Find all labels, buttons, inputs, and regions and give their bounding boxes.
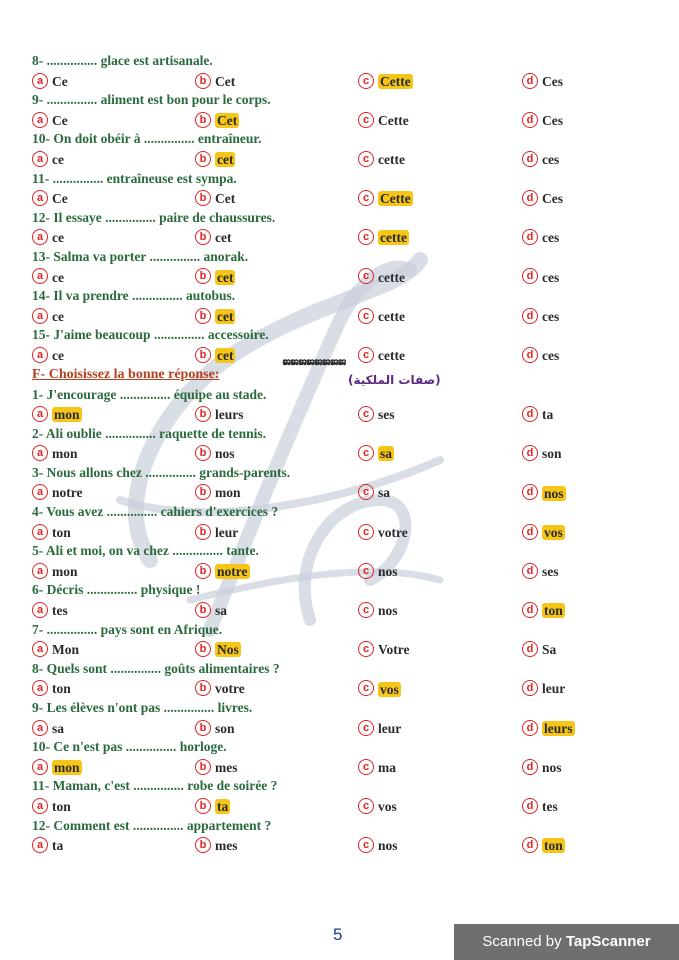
option-value-highlighted: Cette <box>380 191 411 207</box>
option-letter-icon: d <box>522 602 538 618</box>
option-a <box>32 149 64 169</box>
question-text: 11- ............... entraîneuse est sympa. <box>32 170 237 186</box>
option-letter-icon: b <box>195 641 211 657</box>
scanner-badge <box>454 924 679 960</box>
option-value: Cette <box>378 112 409 128</box>
option-letter-icon: b <box>195 563 211 579</box>
option-c <box>358 110 409 130</box>
option-value-highlighted: cet <box>217 269 234 285</box>
question-text: 10- On doit obéir à ............... entraîneur. <box>32 131 262 147</box>
option-b <box>195 71 235 91</box>
option-letter-icon: b <box>195 524 211 540</box>
options-row <box>32 404 652 424</box>
options-row <box>32 188 652 208</box>
option-value-highlighted: sa <box>380 446 393 462</box>
option-a <box>32 71 68 91</box>
option-letter-icon: c <box>358 445 374 461</box>
option-letter-icon: a <box>32 798 48 814</box>
option-b <box>195 561 250 581</box>
option-value: ses <box>542 563 559 579</box>
option-b <box>195 404 244 424</box>
arabic-note: (صفات الملكية) <box>348 372 441 387</box>
question-text: 9- Les élèves n'ont pas ............... livres. <box>32 700 253 715</box>
option-value: ce <box>52 152 64 168</box>
option-value: ce <box>52 269 64 285</box>
option-letter-icon: b <box>195 445 211 461</box>
option-letter-icon: c <box>358 680 374 696</box>
exercise-demonstratives <box>32 51 652 365</box>
option-a <box>32 600 68 620</box>
question-text: 13- Salma va porter ............... anorak. <box>32 248 249 264</box>
option-letter-icon: c <box>358 524 374 540</box>
option-b <box>195 522 238 542</box>
exercise-possessives <box>32 385 652 855</box>
option-value: Sa <box>542 642 557 658</box>
option-value: ma <box>378 759 396 775</box>
option-value: ces <box>542 152 560 168</box>
option-c <box>358 71 413 91</box>
option-b <box>195 482 241 502</box>
option-b <box>195 678 245 698</box>
option-b <box>195 757 238 777</box>
option-c <box>358 561 398 581</box>
option-value-highlighted: cette <box>380 230 407 246</box>
option-value: Ce <box>52 112 68 128</box>
option-a <box>32 267 64 287</box>
option-d <box>522 639 556 659</box>
option-value-highlighted: cet <box>217 308 234 324</box>
option-b <box>195 639 241 659</box>
option-value: Cet <box>215 191 236 207</box>
question-text: 7- ............... pays sont en Afrique. <box>32 621 223 637</box>
option-value: nos <box>378 838 398 854</box>
option-value: Cet <box>215 73 236 89</box>
option-b <box>195 267 235 287</box>
option-d <box>522 443 562 463</box>
question-text: 6- Décris ............... physique ! <box>32 582 201 598</box>
option-c <box>358 835 398 855</box>
option-value-highlighted: ta <box>217 799 229 815</box>
option-value: leur <box>378 720 402 736</box>
option-value: ce <box>52 348 64 364</box>
option-d <box>522 149 559 169</box>
options-row <box>32 149 652 169</box>
option-a <box>32 561 78 581</box>
option-letter-icon: c <box>358 190 374 206</box>
option-letter-icon: d <box>522 759 538 775</box>
question-text: 11- Maman, c'est ............... robe de soirée ? <box>32 778 278 794</box>
option-value-highlighted: Cette <box>380 73 411 89</box>
option-letter-icon: d <box>522 268 538 284</box>
option-letter-icon: c <box>358 73 374 89</box>
option-value-highlighted: mon <box>54 759 80 775</box>
option-letter-icon: b <box>195 308 211 324</box>
option-value-highlighted: Nos <box>217 642 239 658</box>
option-value: ces <box>542 308 560 324</box>
option-c <box>358 757 396 777</box>
option-value: vos <box>378 799 397 815</box>
option-letter-icon: a <box>32 602 48 618</box>
option-letter-icon: b <box>195 484 211 500</box>
option-letter-icon: c <box>358 268 374 284</box>
option-letter-icon: d <box>522 347 538 363</box>
worksheet <box>32 51 652 855</box>
option-d <box>522 678 565 698</box>
options-row <box>32 110 652 130</box>
option-value-highlighted: Cet <box>217 112 238 128</box>
option-a <box>32 718 64 738</box>
options-row <box>32 796 652 816</box>
option-value: mon <box>52 446 78 462</box>
option-letter-icon: a <box>32 229 48 245</box>
options-row <box>32 835 652 855</box>
option-c <box>358 678 401 698</box>
option-d <box>522 188 563 208</box>
options-row <box>32 71 652 91</box>
option-letter-icon: a <box>32 641 48 657</box>
options-row <box>32 522 652 542</box>
option-d <box>522 561 559 581</box>
option-value: Votre <box>378 642 410 658</box>
option-c <box>358 482 390 502</box>
option-letter-icon: c <box>358 112 374 128</box>
option-letter-icon: b <box>195 73 211 89</box>
option-value: mon <box>52 563 78 579</box>
option-letter-icon: a <box>32 151 48 167</box>
option-value: ces <box>542 230 560 246</box>
option-value-highlighted: cet <box>217 348 234 364</box>
option-b <box>195 306 235 326</box>
option-value: ses <box>378 407 395 423</box>
option-value: mes <box>215 759 238 775</box>
option-letter-icon: b <box>195 759 211 775</box>
option-value: nos <box>215 446 235 462</box>
options-row <box>32 600 652 620</box>
option-value: son <box>215 720 235 736</box>
option-a <box>32 757 82 777</box>
options-row <box>32 561 652 581</box>
option-value: cette <box>378 308 405 324</box>
option-value: cet <box>215 230 232 246</box>
option-value-highlighted: nos <box>544 485 564 501</box>
question-text: 5- Ali et moi, on va chez ............... tante. <box>32 543 259 559</box>
option-b <box>195 188 235 208</box>
option-letter-icon: b <box>195 680 211 696</box>
option-letter-icon: c <box>358 406 374 422</box>
options-row <box>32 227 652 247</box>
option-letter-icon: b <box>195 190 211 206</box>
option-letter-icon: a <box>32 720 48 736</box>
option-c <box>358 306 405 326</box>
option-a <box>32 639 79 659</box>
option-letter-icon: b <box>195 229 211 245</box>
option-a <box>32 110 68 130</box>
option-letter-icon: c <box>358 759 374 775</box>
option-a <box>32 443 78 463</box>
option-d <box>522 835 565 855</box>
option-letter-icon: d <box>522 151 538 167</box>
option-value: Ce <box>52 73 68 89</box>
options-row <box>32 306 652 326</box>
scanner-prefix: Scanned by <box>482 933 566 950</box>
option-c <box>358 267 405 287</box>
option-value: ce <box>52 230 64 246</box>
option-value: cette <box>378 152 405 168</box>
question-text: 9- ............... aliment est bon pour le corps. <box>32 92 271 108</box>
option-b <box>195 149 235 169</box>
option-c <box>358 443 394 463</box>
option-value-highlighted: leurs <box>544 720 573 736</box>
option-letter-icon: b <box>195 720 211 736</box>
question-text: 12- Comment est ............... appartement ? <box>32 817 272 833</box>
section-f-title-text: F- Choisissez la bonne réponse: <box>32 366 220 382</box>
option-letter-icon: c <box>358 720 374 736</box>
option-a <box>32 482 83 502</box>
option-letter-icon: d <box>522 837 538 853</box>
option-value: son <box>542 446 562 462</box>
question-text: 12- Il essaye ............... paire de chaussures. <box>32 209 276 225</box>
option-letter-icon: d <box>522 798 538 814</box>
option-value-highlighted: mon <box>54 407 80 423</box>
option-letter-icon: d <box>522 308 538 324</box>
option-value: nos <box>378 603 398 619</box>
option-letter-icon: b <box>195 268 211 284</box>
option-letter-icon: a <box>32 524 48 540</box>
option-a <box>32 188 68 208</box>
option-value: ton <box>52 524 71 540</box>
option-b <box>195 835 238 855</box>
option-value: ton <box>52 681 71 697</box>
option-c <box>358 149 405 169</box>
option-d <box>522 718 575 738</box>
option-value: cette <box>378 348 405 364</box>
option-d <box>522 482 566 502</box>
option-d <box>522 345 559 365</box>
option-value: ces <box>542 348 560 364</box>
option-value: leurs <box>215 407 244 423</box>
question-text: 15- J'aime beaucoup ............... accessoire. <box>32 327 269 343</box>
option-letter-icon: a <box>32 406 48 422</box>
option-letter-icon: b <box>195 112 211 128</box>
option-value: Ce <box>52 191 68 207</box>
option-value-highlighted: ton <box>544 603 563 619</box>
option-letter-icon: d <box>522 524 538 540</box>
question-text: 8- Quels sont ............... goûts alimentaires ? <box>32 660 280 676</box>
option-value-highlighted: vos <box>380 681 399 697</box>
option-b <box>195 600 227 620</box>
option-letter-icon: d <box>522 445 538 461</box>
option-letter-icon: a <box>32 759 48 775</box>
option-c <box>358 188 413 208</box>
option-letter-icon: d <box>522 112 538 128</box>
option-c <box>358 227 409 247</box>
option-b <box>195 227 231 247</box>
option-b <box>195 345 235 365</box>
option-letter-icon: a <box>32 73 48 89</box>
option-d <box>522 600 565 620</box>
options-row <box>32 718 652 738</box>
option-c <box>358 522 408 542</box>
option-value: nos <box>378 563 398 579</box>
option-letter-icon: c <box>358 484 374 500</box>
option-value: votre <box>378 524 408 540</box>
option-value: Ces <box>542 73 563 89</box>
option-d <box>522 404 553 424</box>
options-row <box>32 482 652 502</box>
option-value: leur <box>215 524 239 540</box>
option-letter-icon: d <box>522 680 538 696</box>
option-value-highlighted: vos <box>544 524 563 540</box>
option-d <box>522 227 559 247</box>
option-value: ta <box>52 838 64 854</box>
option-letter-icon: c <box>358 602 374 618</box>
option-value-highlighted: cet <box>217 152 234 168</box>
option-a <box>32 404 82 424</box>
option-value: Ces <box>542 112 563 128</box>
option-letter-icon: c <box>358 308 374 324</box>
option-letter-icon: b <box>195 347 211 363</box>
option-value: tes <box>542 799 558 815</box>
option-c <box>358 404 395 424</box>
option-letter-icon: d <box>522 190 538 206</box>
page-number: 5 <box>333 925 343 944</box>
option-letter-icon: d <box>522 73 538 89</box>
option-letter-icon: a <box>32 445 48 461</box>
option-letter-icon: a <box>32 347 48 363</box>
option-d <box>522 71 563 91</box>
option-value: tes <box>52 603 68 619</box>
option-letter-icon: a <box>32 484 48 500</box>
option-value-highlighted: notre <box>217 563 248 579</box>
option-c <box>358 796 397 816</box>
option-letter-icon: b <box>195 837 211 853</box>
option-value: ton <box>52 799 71 815</box>
option-a <box>32 227 64 247</box>
option-value: ces <box>542 269 560 285</box>
scanner-brand: TapScanner <box>565 933 651 950</box>
option-d <box>522 267 559 287</box>
option-letter-icon: c <box>358 347 374 363</box>
options-row <box>32 639 652 659</box>
option-letter-icon: d <box>522 229 538 245</box>
options-row <box>32 267 652 287</box>
option-letter-icon: b <box>195 406 211 422</box>
option-letter-icon: c <box>358 641 374 657</box>
option-a <box>32 306 64 326</box>
option-d <box>522 110 563 130</box>
option-letter-icon: d <box>522 484 538 500</box>
option-letter-icon: a <box>32 680 48 696</box>
question-text: 8- ............... glace est artisanale. <box>32 53 213 68</box>
option-letter-icon: a <box>32 308 48 324</box>
option-value: sa <box>378 485 391 501</box>
option-value: Mon <box>52 642 79 658</box>
question-text: 1- J'encourage ............... équipe au stade. <box>32 386 267 402</box>
option-d <box>522 757 562 777</box>
option-value: nos <box>542 759 562 775</box>
option-letter-icon: a <box>32 837 48 853</box>
question-text: 10- Ce n'est pas ............... horloge. <box>32 739 227 755</box>
option-letter-icon: c <box>358 563 374 579</box>
option-d <box>522 522 565 542</box>
question-text: 14- Il va prendre ............... autobus. <box>32 288 236 304</box>
option-value: sa <box>52 720 65 736</box>
option-value: Ces <box>542 191 563 207</box>
option-value: ce <box>52 308 64 324</box>
options-row <box>32 443 652 463</box>
option-letter-icon: b <box>195 798 211 814</box>
option-value: cette <box>378 269 405 285</box>
question-text: 3- Nous allons chez ............... grands-parents. <box>32 464 291 480</box>
option-c <box>358 639 410 659</box>
option-letter-icon: d <box>522 641 538 657</box>
option-a <box>32 345 64 365</box>
option-d <box>522 306 559 326</box>
option-letter-icon: b <box>195 151 211 167</box>
option-a <box>32 835 63 855</box>
option-value: ta <box>542 407 554 423</box>
question-text: 2- Ali oublie ............... raquette de tennis. <box>32 425 267 441</box>
option-b <box>195 796 230 816</box>
option-c <box>358 718 401 738</box>
option-value: leur <box>542 681 566 697</box>
option-b <box>195 443 235 463</box>
option-letter-icon: a <box>32 563 48 579</box>
option-a <box>32 522 71 542</box>
option-letter-icon: d <box>522 563 538 579</box>
decorative-divider: ജജജജജജജജ <box>282 356 346 368</box>
option-c <box>358 600 398 620</box>
option-d <box>522 796 558 816</box>
option-b <box>195 718 235 738</box>
options-row <box>32 678 652 698</box>
option-b <box>195 110 239 130</box>
option-letter-icon: c <box>358 151 374 167</box>
options-row <box>32 757 652 777</box>
option-letter-icon: a <box>32 268 48 284</box>
option-letter-icon: c <box>358 798 374 814</box>
option-value: mon <box>215 485 241 501</box>
option-value: votre <box>215 681 245 697</box>
option-letter-icon: b <box>195 602 211 618</box>
option-a <box>32 796 71 816</box>
option-letter-icon: c <box>358 229 374 245</box>
option-letter-icon: c <box>358 837 374 853</box>
option-letter-icon: d <box>522 720 538 736</box>
option-value: notre <box>52 485 83 501</box>
question-text: 4- Vous avez ............... cahiers d'exercices ? <box>32 504 279 520</box>
option-a <box>32 678 71 698</box>
option-value: mes <box>215 838 238 854</box>
option-letter-icon: a <box>32 190 48 206</box>
option-value-highlighted: ton <box>544 838 563 854</box>
option-value: sa <box>215 603 228 619</box>
option-letter-icon: a <box>32 112 48 128</box>
option-letter-icon: d <box>522 406 538 422</box>
